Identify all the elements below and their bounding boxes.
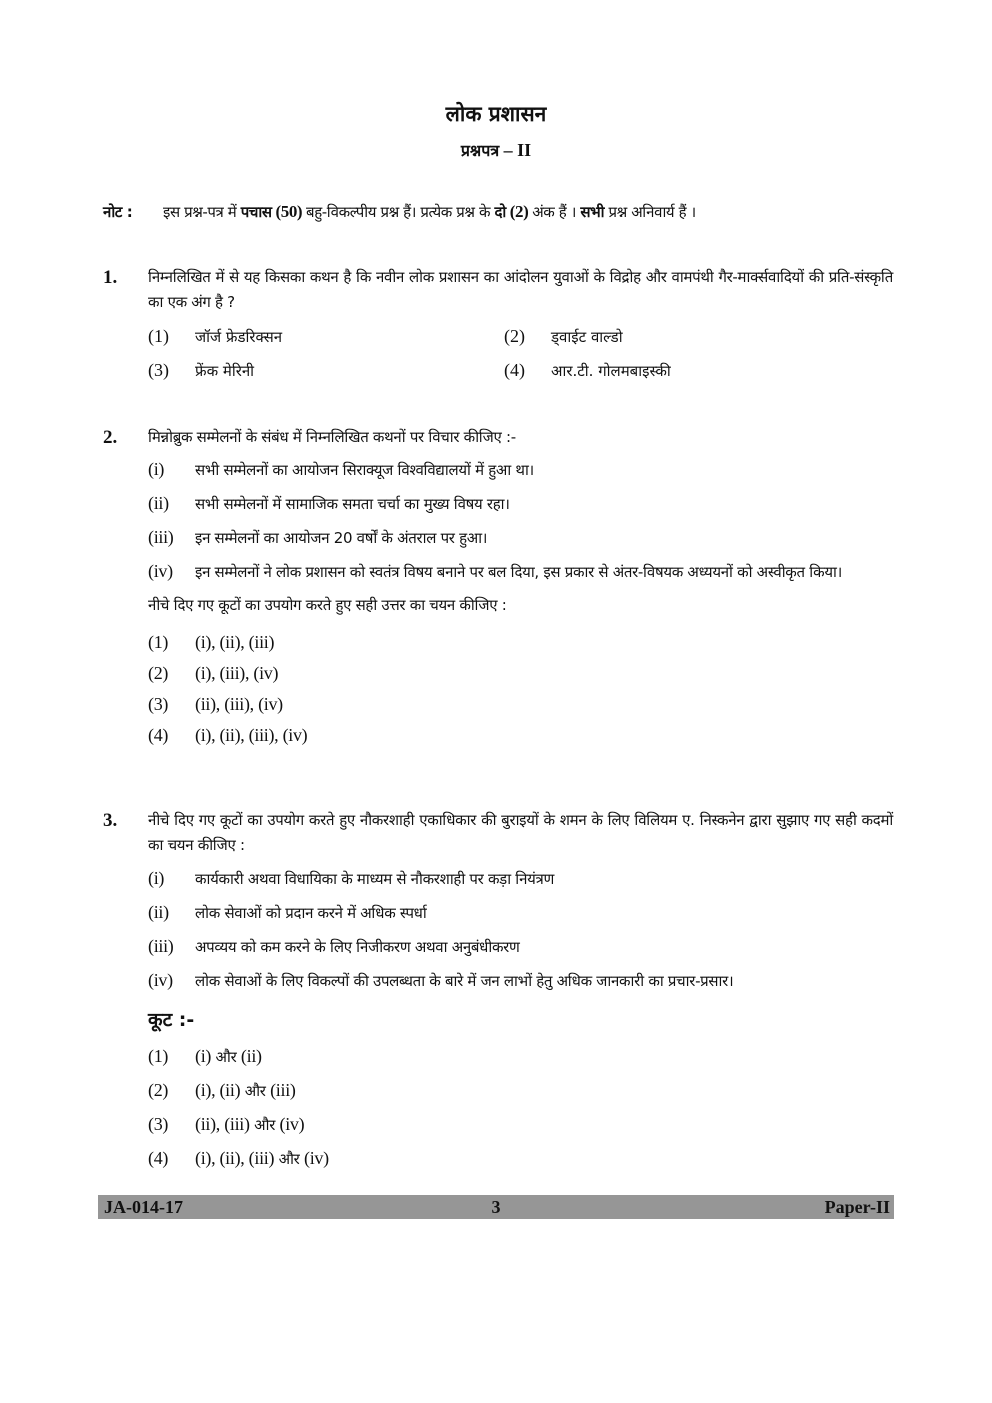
option-number: (2) <box>148 1080 169 1100</box>
instructions-note <box>103 202 893 222</box>
page-subtitle <box>0 139 992 161</box>
option-number: (3) <box>148 360 169 380</box>
statement <box>148 458 893 483</box>
note-bold: सभी <box>580 203 605 221</box>
statement-number: (iii) <box>148 527 174 547</box>
option-number: (1) <box>148 326 169 346</box>
statement-text: लोक सेवाओं को प्रदान करने में अधिक स्पर्धा <box>195 904 427 922</box>
statement-text: लोक सेवाओं के लिए विकल्पों की उपलब्धता के बारे में जन लाभों हेतु अधिक जानकारी का प्रचार-प्रसार। <box>195 972 734 990</box>
option[interactable] <box>148 326 282 347</box>
subtitle-roman: II <box>517 140 532 160</box>
option-text: (i) <box>195 1046 212 1066</box>
option-number: (4) <box>148 1148 169 1168</box>
option-text: (i), (ii), (iii) <box>195 632 275 652</box>
option-conjunction: और <box>240 1082 271 1100</box>
option-text: (iii) <box>270 1080 296 1100</box>
option-text: फ्रेंक मेरिनी <box>195 362 255 380</box>
option-number: (2) <box>504 326 525 346</box>
option-text: (ii), (iii) <box>195 1114 250 1134</box>
option-conjunction: और <box>211 1048 241 1066</box>
page-number: 3 <box>491 1197 501 1217</box>
option-number: (4) <box>504 360 525 380</box>
statement <box>148 526 893 551</box>
subtitle-dash: – <box>499 140 518 160</box>
option-text: (i), (ii), (iii) <box>195 1148 275 1168</box>
option-number: (3) <box>148 694 169 714</box>
option[interactable] <box>148 360 254 381</box>
option[interactable] <box>148 627 893 658</box>
question-text: निम्नलिखित में से यह किसका कथन है कि नवीन लोक प्रशासन का आंदोलन युवाओं के विद्रोह और वामपंथी गैर-मार्क्सवादियों की प्रति-संस्कृति का एक अंग है ? <box>148 268 893 311</box>
option-text: ड्वाईट वाल्डो <box>551 328 623 346</box>
subtitle-hindi: प्रश्नपत्र <box>460 141 500 160</box>
question-3 <box>103 808 893 1176</box>
option-text: (i), (ii), (iii), (iv) <box>195 725 308 745</box>
note-text: इस प्रश्न-पत्र में <box>163 203 241 221</box>
option-row <box>148 326 893 360</box>
question-number: 3. <box>103 810 118 831</box>
note-number: (50) <box>271 202 307 221</box>
statement-number: (ii) <box>148 902 169 922</box>
option-conjunction: और <box>249 1116 280 1134</box>
option[interactable] <box>148 1142 893 1176</box>
option[interactable] <box>504 360 671 381</box>
option-number: (2) <box>148 663 169 683</box>
statement-text: इन सम्मेलनों ने लोक प्रशासन को स्वतंत्र विषय बनाने पर बल दिया, इस प्रकार से अंतर-विषयक अध्ययनों को अस्वीकृत किया। <box>195 563 843 581</box>
question-number: 1. <box>103 267 118 288</box>
statement <box>148 901 893 926</box>
question-number: 2. <box>103 427 118 448</box>
statement-number: (i) <box>148 868 165 888</box>
statement <box>148 492 893 517</box>
option-text: (iv) <box>304 1148 329 1168</box>
option[interactable] <box>148 1074 893 1108</box>
statement <box>148 935 893 960</box>
option[interactable] <box>504 326 623 347</box>
option[interactable] <box>148 720 893 751</box>
option-text: (iv) <box>279 1114 305 1134</box>
statement-number: (i) <box>148 459 165 479</box>
statement <box>148 867 893 892</box>
instruction-text: नीचे दिए गए कूटों का उपयोग करते हुए सही उत्तर का चयन कीजिए : <box>148 596 507 614</box>
note-text: अंक हैं । <box>532 203 581 221</box>
statement <box>148 969 893 994</box>
note-bold: दो <box>494 203 506 221</box>
option-number: (1) <box>148 632 169 652</box>
note-label: नोट : <box>103 203 133 221</box>
note-text: प्रश्न अनिवार्य हैं । <box>604 203 696 221</box>
option-number: (4) <box>148 725 169 745</box>
option-number: (1) <box>148 1046 169 1066</box>
statement-text: सभी सम्मेलनों में सामाजिक समता चर्चा का मुख्य विषय रहा। <box>195 495 510 513</box>
question-text: मिन्नोब्रुक सम्मेलनों के संबंध में निम्नलिखित कथनों पर विचार कीजिए :- <box>148 428 516 446</box>
option-text: (ii) <box>240 1046 262 1066</box>
statement-number: (ii) <box>148 493 169 513</box>
option-text: (ii), (iii), (iv) <box>195 694 283 714</box>
question-text: नीचे दिए गए कूटों का उपयोग करते हुए नौकरशाही एकाधिकार की बुराइयों के शमन के लिए विलियम ए. निस्कनेन द्वारा सुझाए गए सही कदमों का चयन कीजिए : <box>148 811 893 854</box>
statement-text: इन सम्मेलनों का आयोजन 20 वर्षों के अंतराल पर हुआ। <box>195 529 488 547</box>
statement-number: (iv) <box>148 970 173 990</box>
page-title: लोक प्रशासन <box>445 102 547 126</box>
paper-code: JA-014-17 <box>104 1197 183 1217</box>
note-number: (2) <box>505 202 533 221</box>
option-text: जॉर्ज फ्रेडरिक्सन <box>195 328 283 346</box>
paper-label: Paper-II <box>824 1197 890 1217</box>
note-bold: पचास <box>240 203 272 221</box>
option-text: (i), (ii) <box>195 1080 241 1100</box>
question-2 <box>103 425 893 751</box>
option[interactable] <box>148 1040 893 1074</box>
option[interactable] <box>148 689 893 720</box>
statement-text: कार्यकारी अथवा विधायिका के माध्यम से नौकरशाही पर कड़ा नियंत्रण <box>195 870 555 888</box>
statement <box>148 560 893 585</box>
option[interactable] <box>148 658 893 689</box>
note-text: बहु-विकल्पीय प्रश्न हैं। प्रत्येक प्रश्न के <box>306 203 495 221</box>
option-text: आर.टी. गोलमबाइस्की <box>551 362 671 380</box>
koot-label: कूट :- <box>148 1009 195 1031</box>
option-conjunction: और <box>274 1150 304 1168</box>
statement-text: अपव्यय को कम करने के लिए निजीकरण अथवा अनुबंधीकरण <box>195 938 520 956</box>
option-row <box>148 360 893 394</box>
option[interactable] <box>148 1108 893 1142</box>
statement-number: (iii) <box>148 936 174 956</box>
option-number: (3) <box>148 1114 169 1134</box>
page-footer <box>98 1195 894 1219</box>
question-1 <box>103 265 893 394</box>
option-text: (i), (iii), (iv) <box>195 663 279 683</box>
statement-text: सभी सम्मेलनों का आयोजन सिराक्यूज विश्वविद्यालयों में हुआ था। <box>195 461 534 479</box>
statement-number: (iv) <box>148 561 173 581</box>
